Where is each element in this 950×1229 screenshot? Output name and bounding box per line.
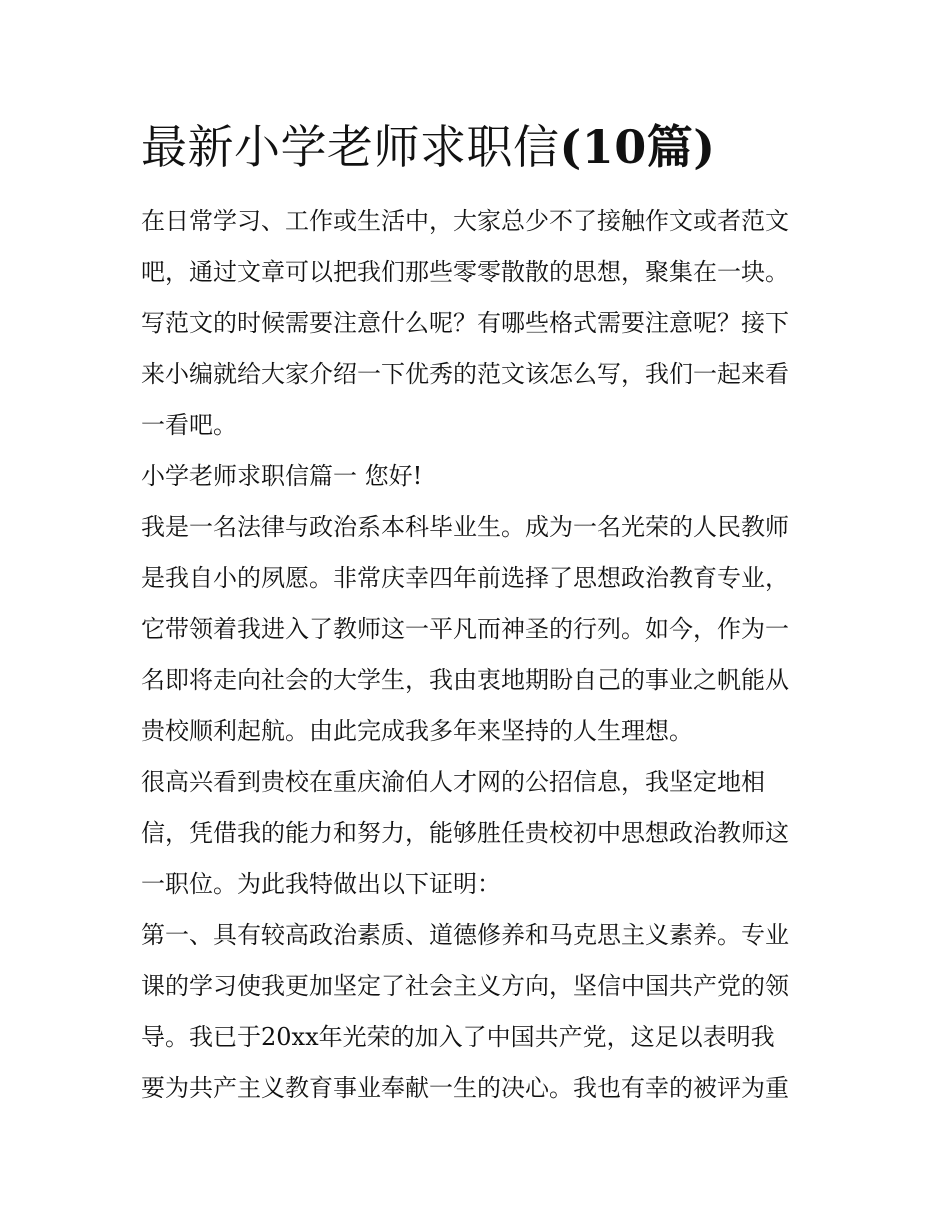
body-line: 导。我已于20xx年光荣的加入了中国共产党，这足以表明我 bbox=[141, 1023, 775, 1051]
body-line: 一职位。为此我特做出以下证明： bbox=[141, 870, 501, 898]
body-line: 课的学习使我更加坚定了社会主义方向，坚信中国共产党的领 bbox=[141, 972, 789, 1000]
body-line: 贵校顺利起航。由此完成我多年来坚持的人生理想。 bbox=[141, 717, 693, 745]
body-line: 我是一名法律与政治系本科毕业生。成为一名光荣的人民教师 bbox=[141, 513, 789, 541]
body-line: 是我自小的夙愿。非常庆幸四年前选择了思想政治教育专业， bbox=[141, 564, 789, 592]
document-title bbox=[141, 116, 813, 178]
body-line: 来小编就给大家介绍一下优秀的范文该怎么写，我们一起来看 bbox=[141, 360, 789, 388]
section-heading: 小学老师求职信篇一 您好! bbox=[141, 462, 423, 490]
body-line: 它带领着我进入了教师这一平凡而神圣的行列。如今，作为一 bbox=[141, 615, 789, 643]
body-line: 信，凭借我的能力和努力，能够胜任贵校初中思想政治教师这 bbox=[141, 819, 789, 847]
body-line: 在日常学习、工作或生活中，大家总少不了接触作文或者范文 bbox=[141, 207, 789, 235]
body-line: 名即将走向社会的大学生，我由衷地期盼自己的事业之帆能从 bbox=[141, 666, 789, 694]
body-line: 要为共产主义教育事业奉献一生的决心。我也有幸的被评为重 bbox=[141, 1074, 789, 1102]
document-page bbox=[141, 116, 813, 1114]
body-line: 很高兴看到贵校在重庆渝伯人才网的公招信息，我坚定地相 bbox=[141, 768, 765, 796]
title-suffix: (10篇) bbox=[559, 120, 716, 174]
document-body bbox=[141, 196, 813, 1114]
body-line: 吧，通过文章可以把我们那些零零散散的思想，聚集在一块。 bbox=[141, 258, 789, 286]
title-main: 最新小学老师求职信 bbox=[141, 120, 560, 174]
body-line: 一看吧。 bbox=[141, 411, 237, 439]
body-line: 第一、具有较高政治素质、道德修养和马克思主义素养。专业 bbox=[141, 921, 789, 949]
body-line: 写范文的时候需要注意什么呢？有哪些格式需要注意呢？接下 bbox=[141, 309, 789, 337]
